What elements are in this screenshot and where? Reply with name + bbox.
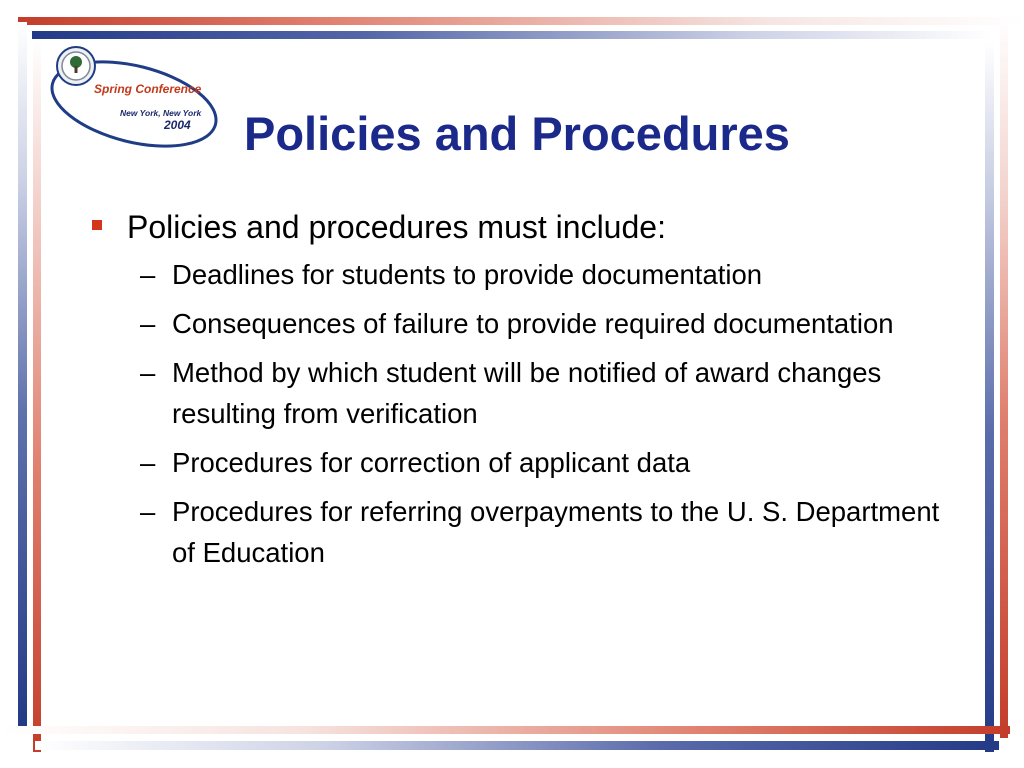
slide-title: Policies and Procedures	[244, 107, 790, 160]
sub-bullet-item	[90, 491, 942, 573]
sub-bullet-item	[90, 352, 942, 434]
sub-bullet-list	[90, 254, 970, 573]
left-blue-border-bar	[18, 22, 27, 727]
bullet-text: Policies and procedures must include:	[127, 209, 666, 245]
square-bullet-icon	[92, 220, 102, 230]
dash-bullet-icon: –	[140, 447, 156, 478]
sub-bullet-item	[90, 254, 942, 295]
sub-bullet-item	[90, 303, 942, 344]
logo-title: Spring Conference	[94, 82, 202, 96]
bottom-red-border-bar	[0, 726, 1010, 734]
sub-bullet-text: Procedures for correction of applicant data	[172, 447, 691, 478]
sub-bullet-text: Procedures for referring overpayments to the U. S. Department of Education	[172, 496, 940, 568]
top-blue-border-bar	[32, 31, 992, 39]
logo-year: 2004	[164, 118, 191, 132]
dash-bullet-icon: –	[140, 308, 156, 339]
logo-city: New York, New York	[120, 108, 202, 118]
right-blue-border-bar	[985, 42, 994, 752]
sub-bullet-text: Consequences of failure to provide required documentation	[172, 308, 894, 339]
slide-body	[90, 205, 970, 581]
bullet-item	[90, 205, 970, 249]
sub-bullet-text: Deadlines for students to provide documentation	[172, 259, 763, 290]
top-red-border-bar	[18, 17, 1024, 25]
right-red-border-bar	[1000, 18, 1008, 738]
dash-bullet-icon: –	[140, 259, 156, 290]
conference-logo-graphic	[46, 42, 226, 152]
seal-icon	[57, 47, 95, 85]
dash-bullet-icon: –	[140, 496, 156, 527]
conference-logo	[46, 42, 226, 152]
bottom-blue-border-bar	[35, 741, 999, 750]
left-red-border-bar	[33, 40, 41, 752]
sub-bullet-text: Method by which student will be notified of award changes resulting from verification	[172, 357, 882, 429]
dash-bullet-icon: –	[140, 357, 156, 388]
sub-bullet-item	[90, 442, 942, 483]
